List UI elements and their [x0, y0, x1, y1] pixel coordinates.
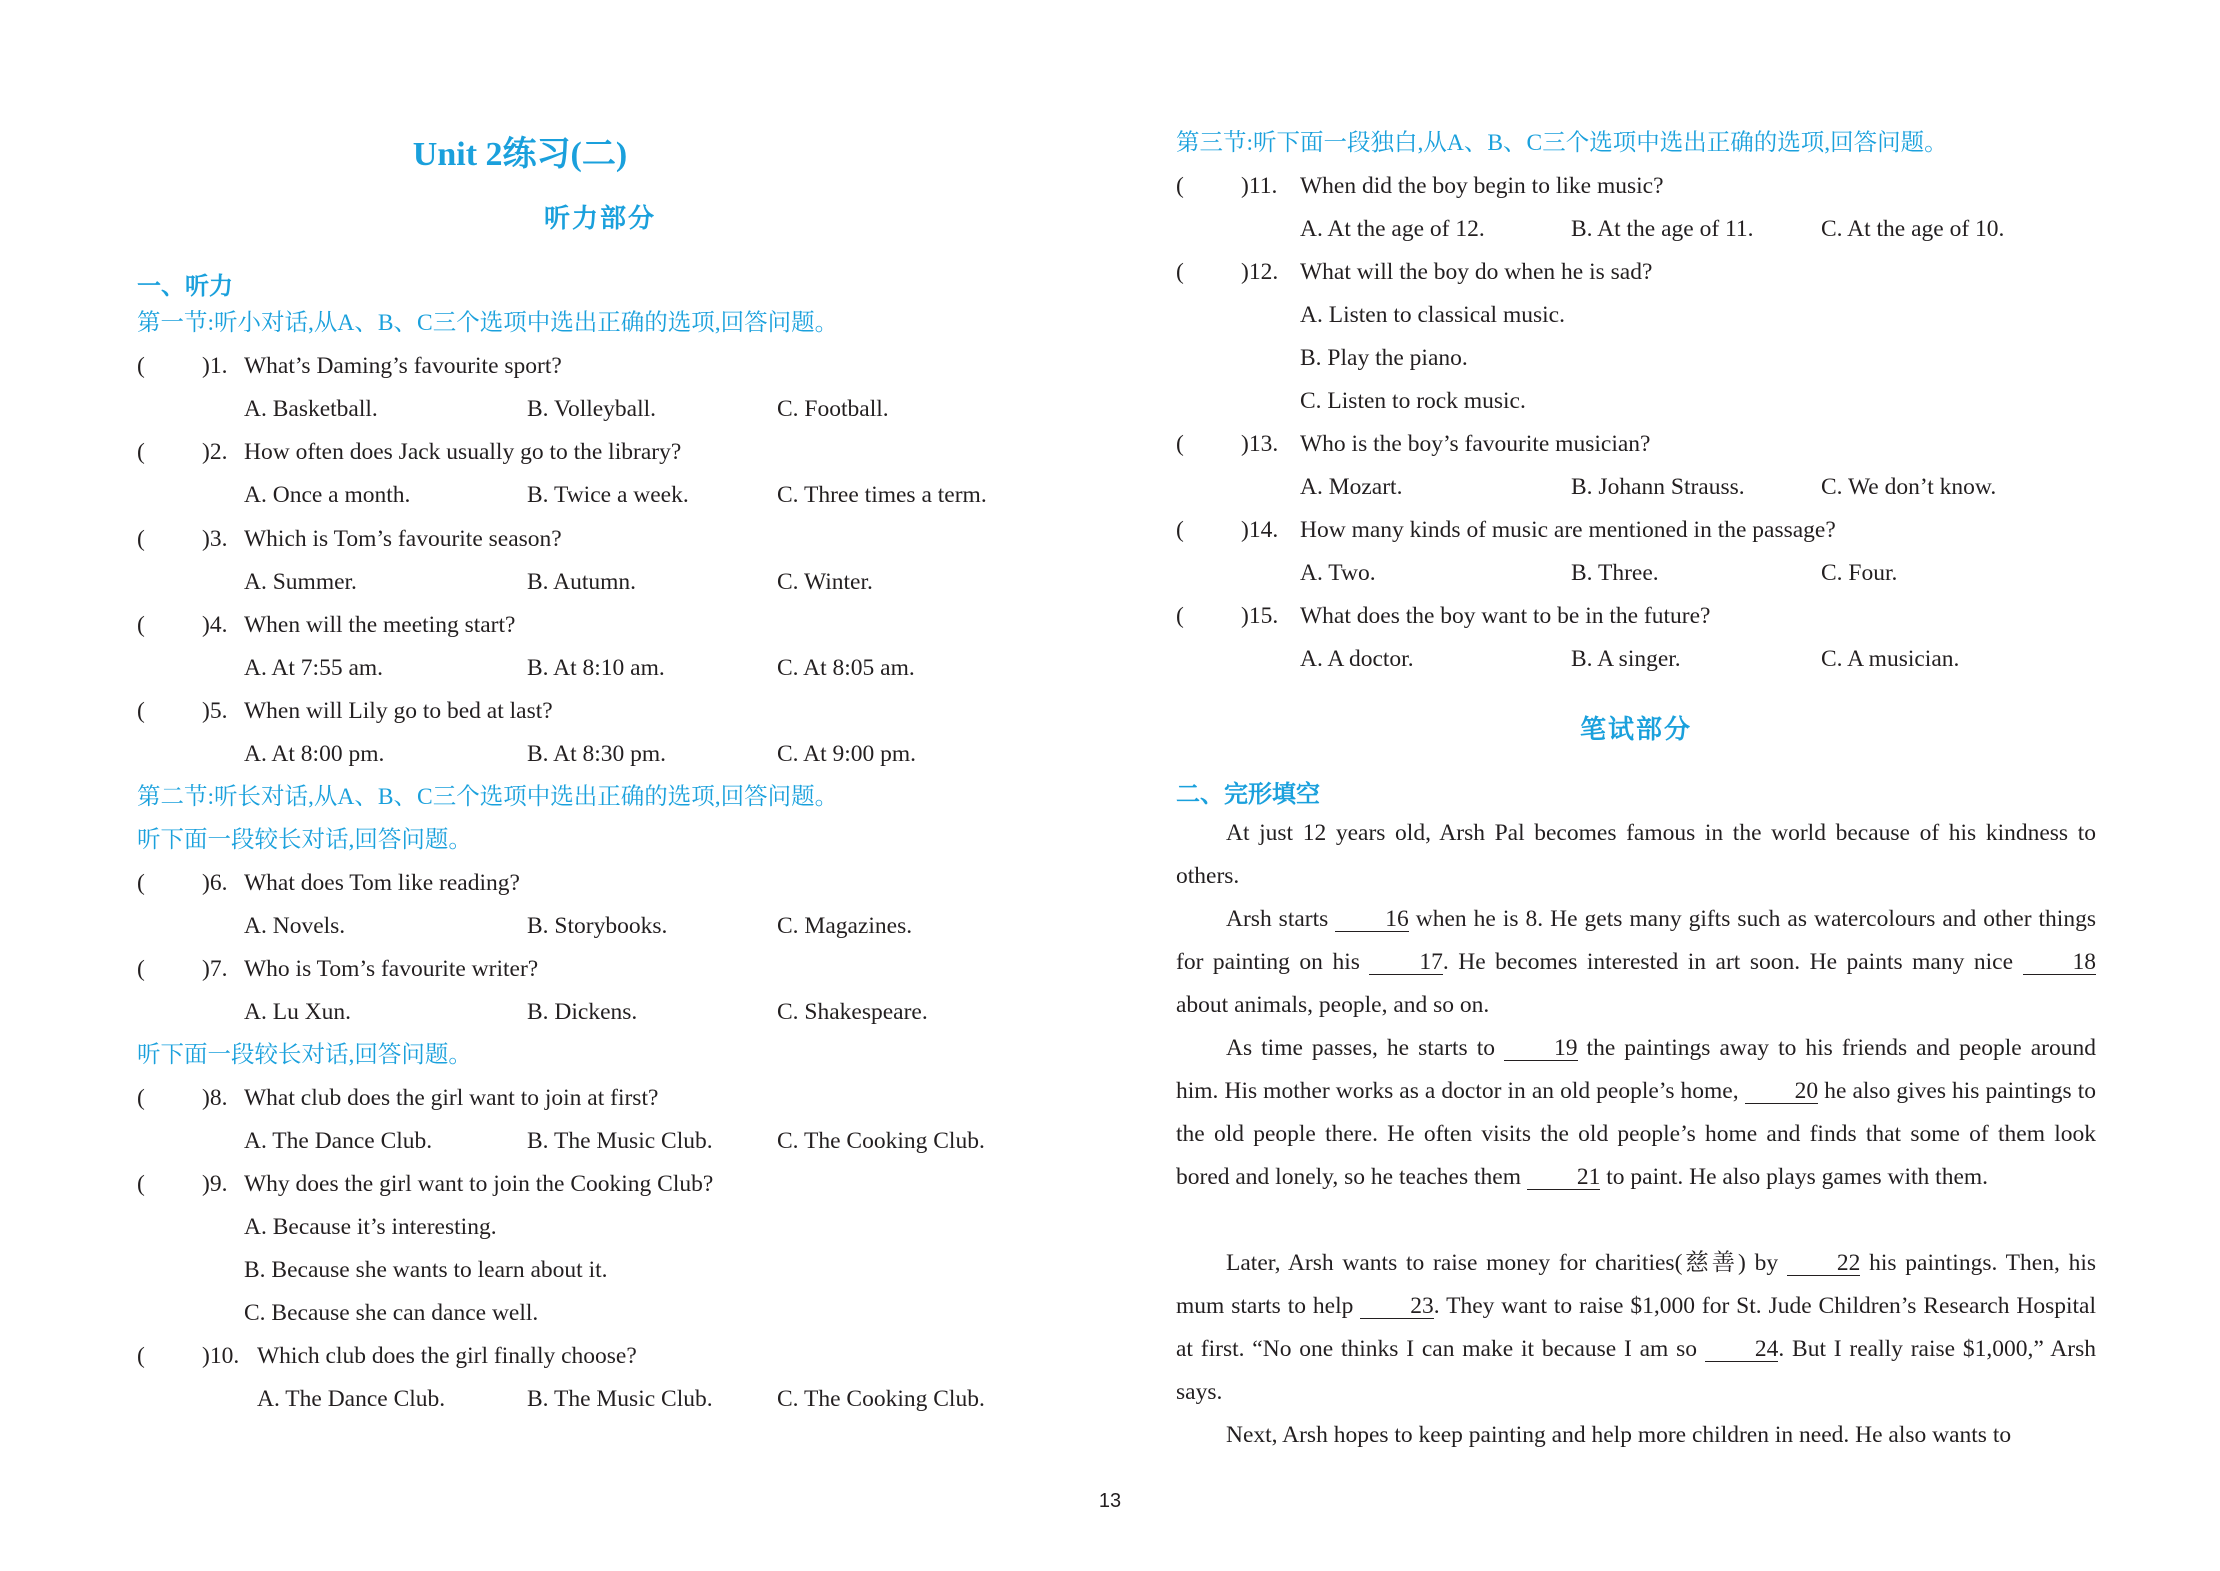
option-4-b[interactable]: B. At 8:10 am.: [527, 655, 665, 681]
blank-20[interactable]: 20: [1745, 1079, 1819, 1104]
question-number-2: )2.: [202, 439, 228, 465]
question-text-8: What club does the girl want to join at first?: [244, 1085, 659, 1111]
passage-text: his paintings. Then, his mum starts to help: [1176, 1250, 2097, 1319]
option-15-c[interactable]: C. A musician.: [1821, 646, 1960, 672]
option-1-c[interactable]: C. Football.: [777, 396, 889, 422]
option-7-b[interactable]: B. Dickens.: [527, 999, 638, 1025]
option-12-b[interactable]: B. Play the piano.: [1300, 345, 1468, 371]
question-text-15: What does the boy want to be in the future?: [1300, 603, 1711, 629]
answer-paren-6[interactable]: (: [137, 870, 145, 896]
answer-paren-14[interactable]: (: [1176, 517, 1184, 543]
passage-text: Next, Arsh hopes to keep painting and help more children in need. He also wants to: [1226, 1422, 2012, 1448]
passage-text: As time passes, he starts to: [1226, 1035, 1505, 1061]
section2-instruction: 第二节:听长对话,从A、B、C三个选项中选出正确的选项,回答问题。: [137, 784, 839, 810]
answer-paren-12[interactable]: (: [1176, 259, 1184, 285]
answer-paren-7[interactable]: (: [137, 956, 145, 982]
blank-22[interactable]: 22: [1787, 1251, 1861, 1276]
question-text-6: What does Tom like reading?: [244, 870, 520, 896]
part1-heading: 一、听力: [137, 274, 233, 300]
option-10-b[interactable]: B. The Music Club.: [527, 1386, 713, 1412]
option-13-b[interactable]: B. Johann Strauss.: [1571, 474, 1745, 500]
passage-paragraph-1: [1176, 812, 2096, 898]
question-text-4: When will the meeting start?: [244, 612, 516, 638]
passage-text: the paintings away to his friends and people around him. His mother works as a doctor in an old people’s home,: [1176, 1035, 2096, 1104]
passage-text: Arsh starts: [1226, 906, 1336, 932]
option-1-a[interactable]: A. Basketball.: [244, 396, 378, 422]
option-15-b[interactable]: B. A singer.: [1571, 646, 1681, 672]
passage-text: he also gives his paintings to the old people there. He often visits the old people’s home and finds that some of them look bored and lonely, so he teaches them: [1176, 1078, 2097, 1190]
blank-18[interactable]: 18: [2023, 950, 2097, 975]
option-6-a[interactable]: A. Novels.: [244, 913, 346, 939]
question-number-8: )8.: [202, 1085, 228, 1111]
passage-paragraph-5: [1176, 1414, 2096, 1457]
passage-text: when he is 8. He gets many gifts such as watercolours and other things for painting on his: [1176, 906, 2096, 975]
answer-paren-15[interactable]: (: [1176, 603, 1184, 629]
blank-21[interactable]: 21: [1527, 1165, 1601, 1190]
answer-paren-4[interactable]: (: [137, 612, 145, 638]
question-text-9: Why does the girl want to join the Cooking Club?: [244, 1171, 714, 1197]
written-heading: 笔试部分: [1579, 715, 1692, 744]
part2-heading: 二、完形填空: [1176, 782, 1320, 808]
question-text-7: Who is Tom’s favourite writer?: [244, 956, 539, 982]
question-text-13: Who is the boy’s favourite musician?: [1300, 431, 1651, 457]
question-number-4: )4.: [202, 612, 228, 638]
option-9-a[interactable]: A. Because it’s interesting.: [244, 1214, 497, 1240]
section1-instruction: 第一节:听小对话,从A、B、C三个选项中选出正确的选项,回答问题。: [137, 310, 839, 336]
option-13-c[interactable]: C. We don’t know.: [1821, 474, 1997, 500]
answer-paren-10[interactable]: (: [137, 1343, 145, 1369]
option-7-c[interactable]: C. Shakespeare.: [777, 999, 928, 1025]
answer-paren-8[interactable]: (: [137, 1085, 145, 1111]
question-number-12: )12.: [1241, 259, 1279, 285]
option-5-c[interactable]: C. At 9:00 pm.: [777, 741, 917, 767]
option-11-c[interactable]: C. At the age of 10.: [1821, 216, 2005, 242]
question-number-15: )15.: [1241, 603, 1279, 629]
option-5-b[interactable]: B. At 8:30 pm.: [527, 741, 667, 767]
question-number-10: )10.: [202, 1343, 240, 1369]
question-number-14: )14.: [1241, 517, 1279, 543]
option-8-b[interactable]: B. The Music Club.: [527, 1128, 713, 1154]
answer-paren-5[interactable]: (: [137, 698, 145, 724]
dialogue-instruction-2: 听下面一段较长对话,回答问题。: [137, 1042, 472, 1068]
passage-paragraph-4: [1176, 1242, 2096, 1414]
option-10-a[interactable]: A. The Dance Club.: [257, 1386, 446, 1412]
option-4-a[interactable]: A. At 7:55 am.: [244, 655, 384, 681]
section3-instruction: 第三节:听下面一段独白,从A、B、C三个选项中选出正确的选项,回答问题。: [1176, 130, 1948, 156]
answer-paren-11[interactable]: (: [1176, 173, 1184, 199]
passage-text: . But I really raise $1,000,” Arsh says.: [1176, 1336, 2096, 1405]
question-text-10: Which club does the girl finally choose?: [257, 1343, 637, 1369]
option-8-c[interactable]: C. The Cooking Club.: [777, 1128, 985, 1154]
page-title: Unit 2练习(二): [412, 136, 628, 173]
blank-23[interactable]: 23: [1360, 1294, 1434, 1319]
passage-paragraph-2: [1176, 898, 2096, 1027]
option-9-b[interactable]: B. Because she wants to learn about it.: [244, 1257, 608, 1283]
option-12-a[interactable]: A. Listen to classical music.: [1300, 302, 1565, 328]
question-text-1: What’s Daming’s favourite sport?: [244, 353, 562, 379]
page-number: 13: [1098, 1490, 1122, 1512]
answer-paren-2[interactable]: (: [137, 439, 145, 465]
passage-text: to paint. He also plays games with them.: [1600, 1164, 1989, 1190]
option-3-b[interactable]: B. Autumn.: [527, 569, 637, 595]
question-number-6: )6.: [202, 870, 228, 896]
question-number-11: )11.: [1241, 173, 1278, 199]
question-number-9: )9.: [202, 1171, 228, 1197]
option-3-c[interactable]: C. Winter.: [777, 569, 873, 595]
passage-text: about animals, people, and so on.: [1176, 992, 1490, 1018]
option-2-a[interactable]: A. Once a month.: [244, 482, 411, 508]
blank-17[interactable]: 17: [1369, 950, 1443, 975]
option-2-c[interactable]: C. Three times a term.: [777, 482, 987, 508]
listening-heading: 听力部分: [543, 204, 656, 233]
answer-paren-9[interactable]: (: [137, 1171, 145, 1197]
option-5-a[interactable]: A. At 8:00 pm.: [244, 741, 385, 767]
answer-paren-3[interactable]: (: [137, 526, 145, 552]
option-8-a[interactable]: A. The Dance Club.: [244, 1128, 433, 1154]
question-number-5: )5.: [202, 698, 228, 724]
question-text-14: How many kinds of music are mentioned in the passage?: [1300, 517, 1836, 543]
blank-19[interactable]: 19: [1504, 1036, 1578, 1061]
option-15-a[interactable]: A. A doctor.: [1300, 646, 1414, 672]
option-14-b[interactable]: B. Three.: [1571, 560, 1659, 586]
question-number-7: )7.: [202, 956, 228, 982]
option-10-c[interactable]: C. The Cooking Club.: [777, 1386, 985, 1412]
question-text-3: Which is Tom’s favourite season?: [244, 526, 562, 552]
answer-paren-13[interactable]: (: [1176, 431, 1184, 457]
passage-text: At just 12 years old, Arsh Pal becomes famous in the world because of his kindness to others.: [1176, 820, 2096, 889]
option-1-b[interactable]: B. Volleyball.: [527, 396, 657, 422]
blank-24[interactable]: 24: [1705, 1337, 1779, 1362]
question-text-11: When did the boy begin to like music?: [1300, 173, 1664, 199]
option-9-c[interactable]: C. Because she can dance well.: [244, 1300, 539, 1326]
option-12-c[interactable]: C. Listen to rock music.: [1300, 388, 1526, 414]
question-number-13: )13.: [1241, 431, 1279, 457]
option-2-b[interactable]: B. Twice a week.: [527, 482, 689, 508]
question-number-1: )1.: [202, 353, 228, 379]
passage-text: . They want to raise $1,000 for St. Jude Children’s Research Hospital at first. “No one thinks I can make it because I am so: [1176, 1293, 2096, 1362]
option-7-a[interactable]: A. Lu Xun.: [244, 999, 352, 1025]
option-14-c[interactable]: C. Four.: [1821, 560, 1898, 586]
option-11-a[interactable]: A. At the age of 12.: [1300, 216, 1485, 242]
blank-16[interactable]: 16: [1335, 907, 1409, 932]
option-6-b[interactable]: B. Storybooks.: [527, 913, 668, 939]
answer-paren-1[interactable]: (: [137, 353, 145, 379]
question-text-12: What will the boy do when he is sad?: [1300, 259, 1653, 285]
question-number-3: )3.: [202, 526, 228, 552]
passage-text: . He becomes interested in art soon. He paints many nice: [1442, 949, 2023, 975]
dialogue-instruction-1: 听下面一段较长对话,回答问题。: [137, 827, 472, 853]
passage-paragraph-3: [1176, 1027, 2096, 1199]
option-4-c[interactable]: C. At 8:05 am.: [777, 655, 915, 681]
question-text-2: How often does Jack usually go to the library?: [244, 439, 682, 465]
option-3-a[interactable]: A. Summer.: [244, 569, 357, 595]
option-11-b[interactable]: B. At the age of 11.: [1571, 216, 1754, 242]
option-13-a[interactable]: A. Mozart.: [1300, 474, 1403, 500]
option-6-c[interactable]: C. Magazines.: [777, 913, 913, 939]
question-text-5: When will Lily go to bed at last?: [244, 698, 553, 724]
option-14-a[interactable]: A. Two.: [1300, 560, 1376, 586]
passage-text: Later, Arsh wants to raise money for charities(慈善) by: [1226, 1250, 1787, 1276]
